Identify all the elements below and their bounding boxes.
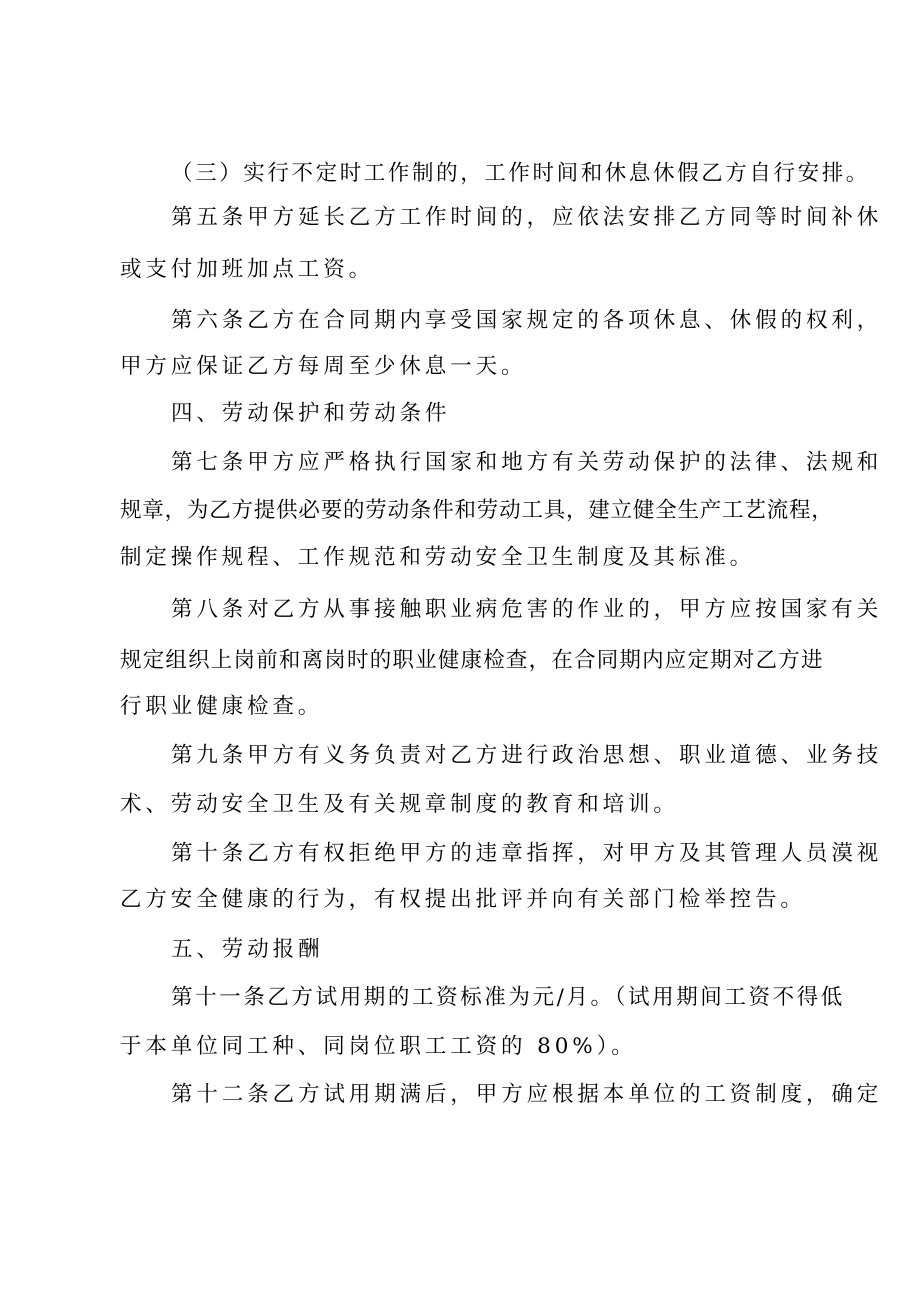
section-heading-remuneration: 五、劳动报酬 — [171, 937, 324, 962]
article-7-line-3: 制定操作规程、工作规范和劳动安全卫生制度及其标准。 — [120, 545, 756, 570]
article-5-line-1: 第五条甲方延长乙方工作时间的，应依法安排乙方同等时间补休 — [171, 205, 883, 230]
article-10-line-2: 乙方安全健康的行为，有权提出批评并向有关部门检举控告。 — [120, 887, 806, 912]
article-12-line-1: 第十二条乙方试用期满后，甲方应根据本单位的工资制度，确定 — [171, 1082, 883, 1107]
article-9-line-2: 术、劳动安全卫生及有关规章制度的教育和培训。 — [120, 792, 679, 817]
article-9-line-1: 第九条甲方有义务负责对乙方进行政治思想、职业道德、业务技 — [171, 743, 883, 768]
article-11-line-1: 第十一条乙方试用期的工资标准为元/月。（试用期间工资不得低 — [171, 985, 845, 1010]
article-8-line-2: 规定组织上岗前和离岗时的职业健康检查，在合同期内应定期对乙方进 — [120, 648, 824, 673]
article-8-line-3: 行职业健康检查。 — [120, 694, 324, 719]
article-10-line-1: 第十条乙方有权拒绝甲方的违章指挥，对甲方及其管理人员漠视 — [171, 841, 883, 866]
clause-4-item-3: （三）实行不定时工作制的，工作时间和休息休假乙方自行安排。 — [171, 161, 870, 186]
section-heading-labor-protection: 四、劳动保护和劳动条件 — [171, 401, 451, 426]
article-7-line-2: 规章，为乙方提供必要的劳动条件和劳动工具，建立健全生产工艺流程， — [120, 498, 834, 523]
article-8-line-1: 第八条对乙方从事接触职业病危害的作业的，甲方应按国家有关 — [171, 597, 883, 622]
article-11-line-2: 于本单位同工种、同岗位职工工资的 80%）。 — [120, 1034, 637, 1059]
article-6-line-2: 甲方应保证乙方每周至少休息一天。 — [120, 354, 527, 379]
article-6-line-1: 第六条乙方在合同期内享受国家规定的各项休息、休假的权利， — [171, 308, 883, 333]
article-7-line-1: 第七条甲方应严格执行国家和地方有关劳动保护的法律、法规和 — [171, 450, 883, 475]
article-5-line-2: 或支付加班加点工资。 — [120, 257, 375, 282]
